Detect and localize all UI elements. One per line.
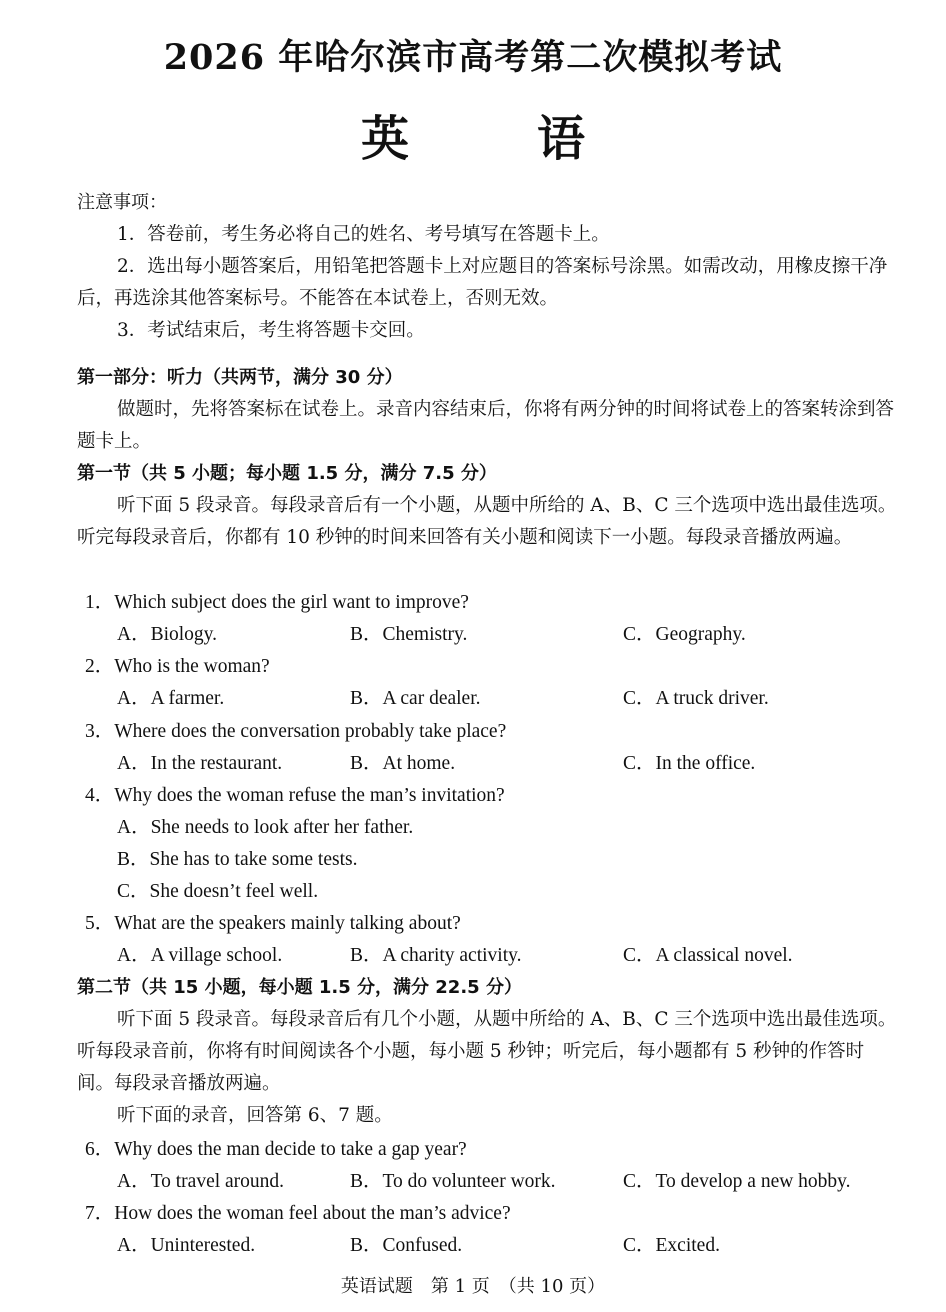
section2-intro: 听下面 5 段录音。每段录音后有几个小题，从题中所给的 A、B、C 三个选项中选出最佳选项。听每段录音前，你将有时间阅读各个小题，每小题 5 秒钟；听完后，每小题都有 5 秒钟的作答时间。每段录音播放两遍。 (77, 1009, 897, 1094)
question-4-option-b: B．She has to take some tests. (117, 849, 358, 870)
question-7-option-b: B．Confused. (350, 1235, 463, 1256)
question-7-stem: 7．How does the woman feel about the man’s advice? (85, 1203, 511, 1224)
question-2-option-a: A．A farmer. (117, 688, 225, 709)
question-3-option-b: B．At home. (350, 753, 456, 774)
section1-heading: 第一节（共 5 小题；每小题 1.5 分，满分 7.5 分） (77, 463, 497, 484)
question-6-stem: 6．Why does the man decide to take a gap year? (85, 1139, 467, 1160)
section2-heading: 第二节（共 15 小题，每小题 1.5 分，满分 22.5 分） (77, 977, 522, 998)
notice-item-3: 3．考试结束后，考生将答题卡交回。 (117, 320, 425, 341)
section1-intro: 听下面 5 段录音。每段录音后有一个小题，从题中所给的 A、B、C 三个选项中选出最佳选项。听完每段录音后，你都有 10 秒钟的时间来回答有关小题和阅读下一小题。每段录音播放两遍。 (77, 495, 897, 548)
part1-intro: 做题时，先将答案标在试卷上。录音内容结束后，你将有两分钟的时间将试卷上的答案转涂到答题卡上。 (77, 399, 895, 452)
question-3-stem: 3．Where does the conversation probably take place? (85, 721, 507, 742)
question-4-option-c: C．She doesn’t feel well. (117, 881, 319, 902)
section2-prompt: 听下面的录音，回答第 6、7 题。 (117, 1105, 393, 1126)
question-4-stem: 4．Why does the woman refuse the man’s invitation? (85, 785, 505, 806)
page-footer: 英语试题 第 1 页 （共 10 页） (340, 1276, 606, 1297)
question-5-option-b: B．A charity activity. (350, 945, 522, 966)
question-2-option-b: B．A car dealer. (350, 688, 481, 709)
question-1-option-c: C．Geography. (623, 624, 746, 645)
notice-item-1: 1．答卷前，考生务必将自己的姓名、考号填写在答题卡上。 (117, 224, 610, 245)
question-2-option-c: C．A truck driver. (623, 688, 769, 709)
question-1-option-a: A．Biology. (117, 624, 218, 645)
question-7-option-c: C．Excited. (623, 1235, 720, 1256)
notice-heading: 注意事项： (77, 192, 167, 213)
question-2-stem: 2．Who is the woman? (85, 656, 270, 677)
question-6-option-a: A．To travel around. (117, 1171, 285, 1192)
question-5-stem: 5．What are the speakers mainly talking about? (85, 913, 461, 934)
question-3-option-c: C．In the office. (623, 753, 756, 774)
question-1-stem: 1．Which subject does the girl want to improve? (85, 592, 469, 613)
exam-title: 2026 年哈尔滨市高考第二次模拟考试 (163, 37, 783, 78)
question-4-option-a: A．She needs to look after her father. (117, 817, 414, 838)
question-1-option-b: B．Chemistry. (350, 624, 468, 645)
question-5-option-a: A．A village school. (117, 945, 283, 966)
question-6-option-c: C．To develop a new hobby. (623, 1171, 851, 1192)
question-6-option-b: B．To do volunteer work. (350, 1171, 556, 1192)
question-5-option-c: C．A classical novel. (623, 945, 793, 966)
subject-title: 英 语 (360, 111, 625, 167)
part1-heading: 第一部分：听力（共两节，满分 30 分） (77, 367, 403, 388)
question-7-option-a: A．Uninterested. (117, 1235, 256, 1256)
notice-item-2: 2．选出每小题答案后，用铅笔把答题卡上对应题目的答案标号涂黑。如需改动，用橡皮擦干净后，再选涂其他答案标号。不能答在本试卷上，否则无效。 (77, 256, 888, 309)
question-3-option-a: A．In the restaurant. (117, 753, 283, 774)
